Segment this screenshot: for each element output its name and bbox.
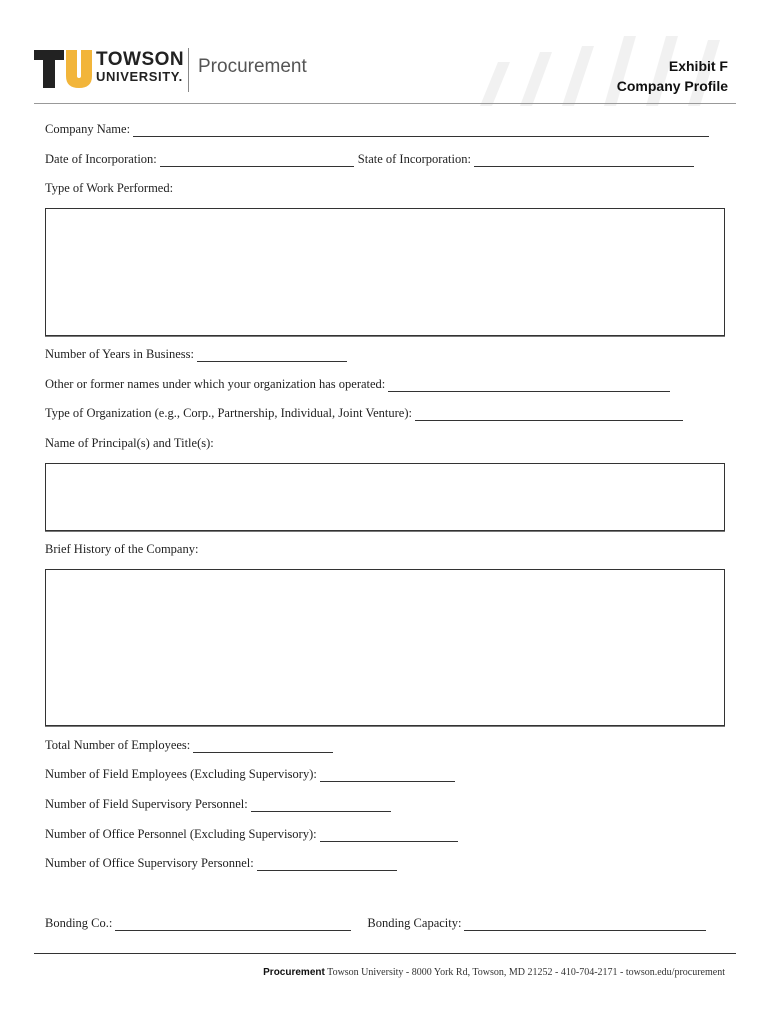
footer [263, 967, 725, 978]
total-employees-row [45, 737, 333, 753]
footer-address: Towson University - 8000 York Rd, Towson, MD 21252 - 410-704-2171 - towson.edu/procurement [327, 967, 725, 978]
exhibit-label: Exhibit F [668, 58, 728, 74]
department-name: Procurement [198, 56, 307, 77]
bonding-capacity-label: Bonding Capacity: [367, 916, 462, 930]
bonding-co-field[interactable] [115, 918, 351, 931]
tu-logo-mark [34, 50, 92, 88]
principals-label: Name of Principal(s) and Title(s): [45, 436, 214, 450]
exhibit-heading [617, 56, 728, 96]
logo-divider [188, 48, 189, 92]
office-personnel-label: Number of Office Personnel (Excluding Supervisory): [45, 827, 317, 841]
brief-history-row [45, 541, 198, 557]
logo-wordmark-university: UNIVERSITY. [96, 69, 183, 84]
field-supervisory-field[interactable] [251, 799, 391, 812]
years-in-business-label: Number of Years in Business: [45, 347, 194, 361]
date-incorporation-field[interactable] [160, 154, 354, 167]
company-name-row [45, 121, 709, 137]
field-employees-label: Number of Field Employees (Excluding Supervisory): [45, 767, 317, 781]
company-name-label: Company Name: [45, 122, 131, 136]
state-incorporation-field[interactable] [474, 154, 694, 167]
former-names-row [45, 376, 670, 392]
principals-row [45, 435, 214, 451]
total-employees-field[interactable] [193, 740, 333, 753]
bonding-capacity-field[interactable] [464, 918, 706, 931]
office-supervisory-row [45, 855, 397, 871]
org-type-label: Type of Organization (e.g., Corp., Partnership, Individual, Joint Venture): [45, 406, 412, 420]
type-of-work-label: Type of Work Performed: [45, 181, 174, 195]
field-employees-row [45, 766, 455, 782]
field-supervisory-row [45, 796, 391, 812]
office-personnel-row [45, 826, 458, 842]
principals-box[interactable] [45, 463, 725, 531]
state-incorporation-label: State of Incorporation: [357, 152, 471, 166]
header-rule [34, 103, 736, 104]
bonding-row [45, 915, 706, 931]
brief-history-box[interactable] [45, 569, 725, 726]
type-of-work-row [45, 180, 173, 196]
company-name-field[interactable] [133, 124, 709, 137]
footer-department: Procurement [263, 967, 325, 978]
former-names-field[interactable] [388, 379, 670, 392]
years-in-business-row [45, 346, 347, 362]
type-of-work-box[interactable] [45, 208, 725, 336]
office-supervisory-field[interactable] [257, 858, 397, 871]
field-supervisory-label: Number of Field Supervisory Personnel: [45, 797, 248, 811]
former-names-label: Other or former names under which your organization has operated: [45, 377, 386, 391]
field-employees-field[interactable] [320, 769, 455, 782]
org-type-row [45, 405, 683, 421]
office-supervisory-label: Number of Office Supervisory Personnel: [45, 856, 254, 870]
form-title: Company Profile [616, 78, 728, 94]
date-incorporation-label: Date of Incorporation: [45, 152, 157, 166]
logo-wordmark-towson: TOWSON [96, 49, 185, 70]
office-personnel-field[interactable] [320, 829, 458, 842]
brief-history-label: Brief History of the Company: [45, 542, 199, 556]
bonding-co-label: Bonding Co.: [45, 916, 113, 930]
incorporation-row [45, 151, 694, 167]
total-employees-label: Total Number of Employees: [45, 738, 191, 752]
years-in-business-field[interactable] [197, 349, 347, 362]
footer-rule [34, 953, 736, 954]
org-type-field[interactable] [415, 408, 683, 421]
